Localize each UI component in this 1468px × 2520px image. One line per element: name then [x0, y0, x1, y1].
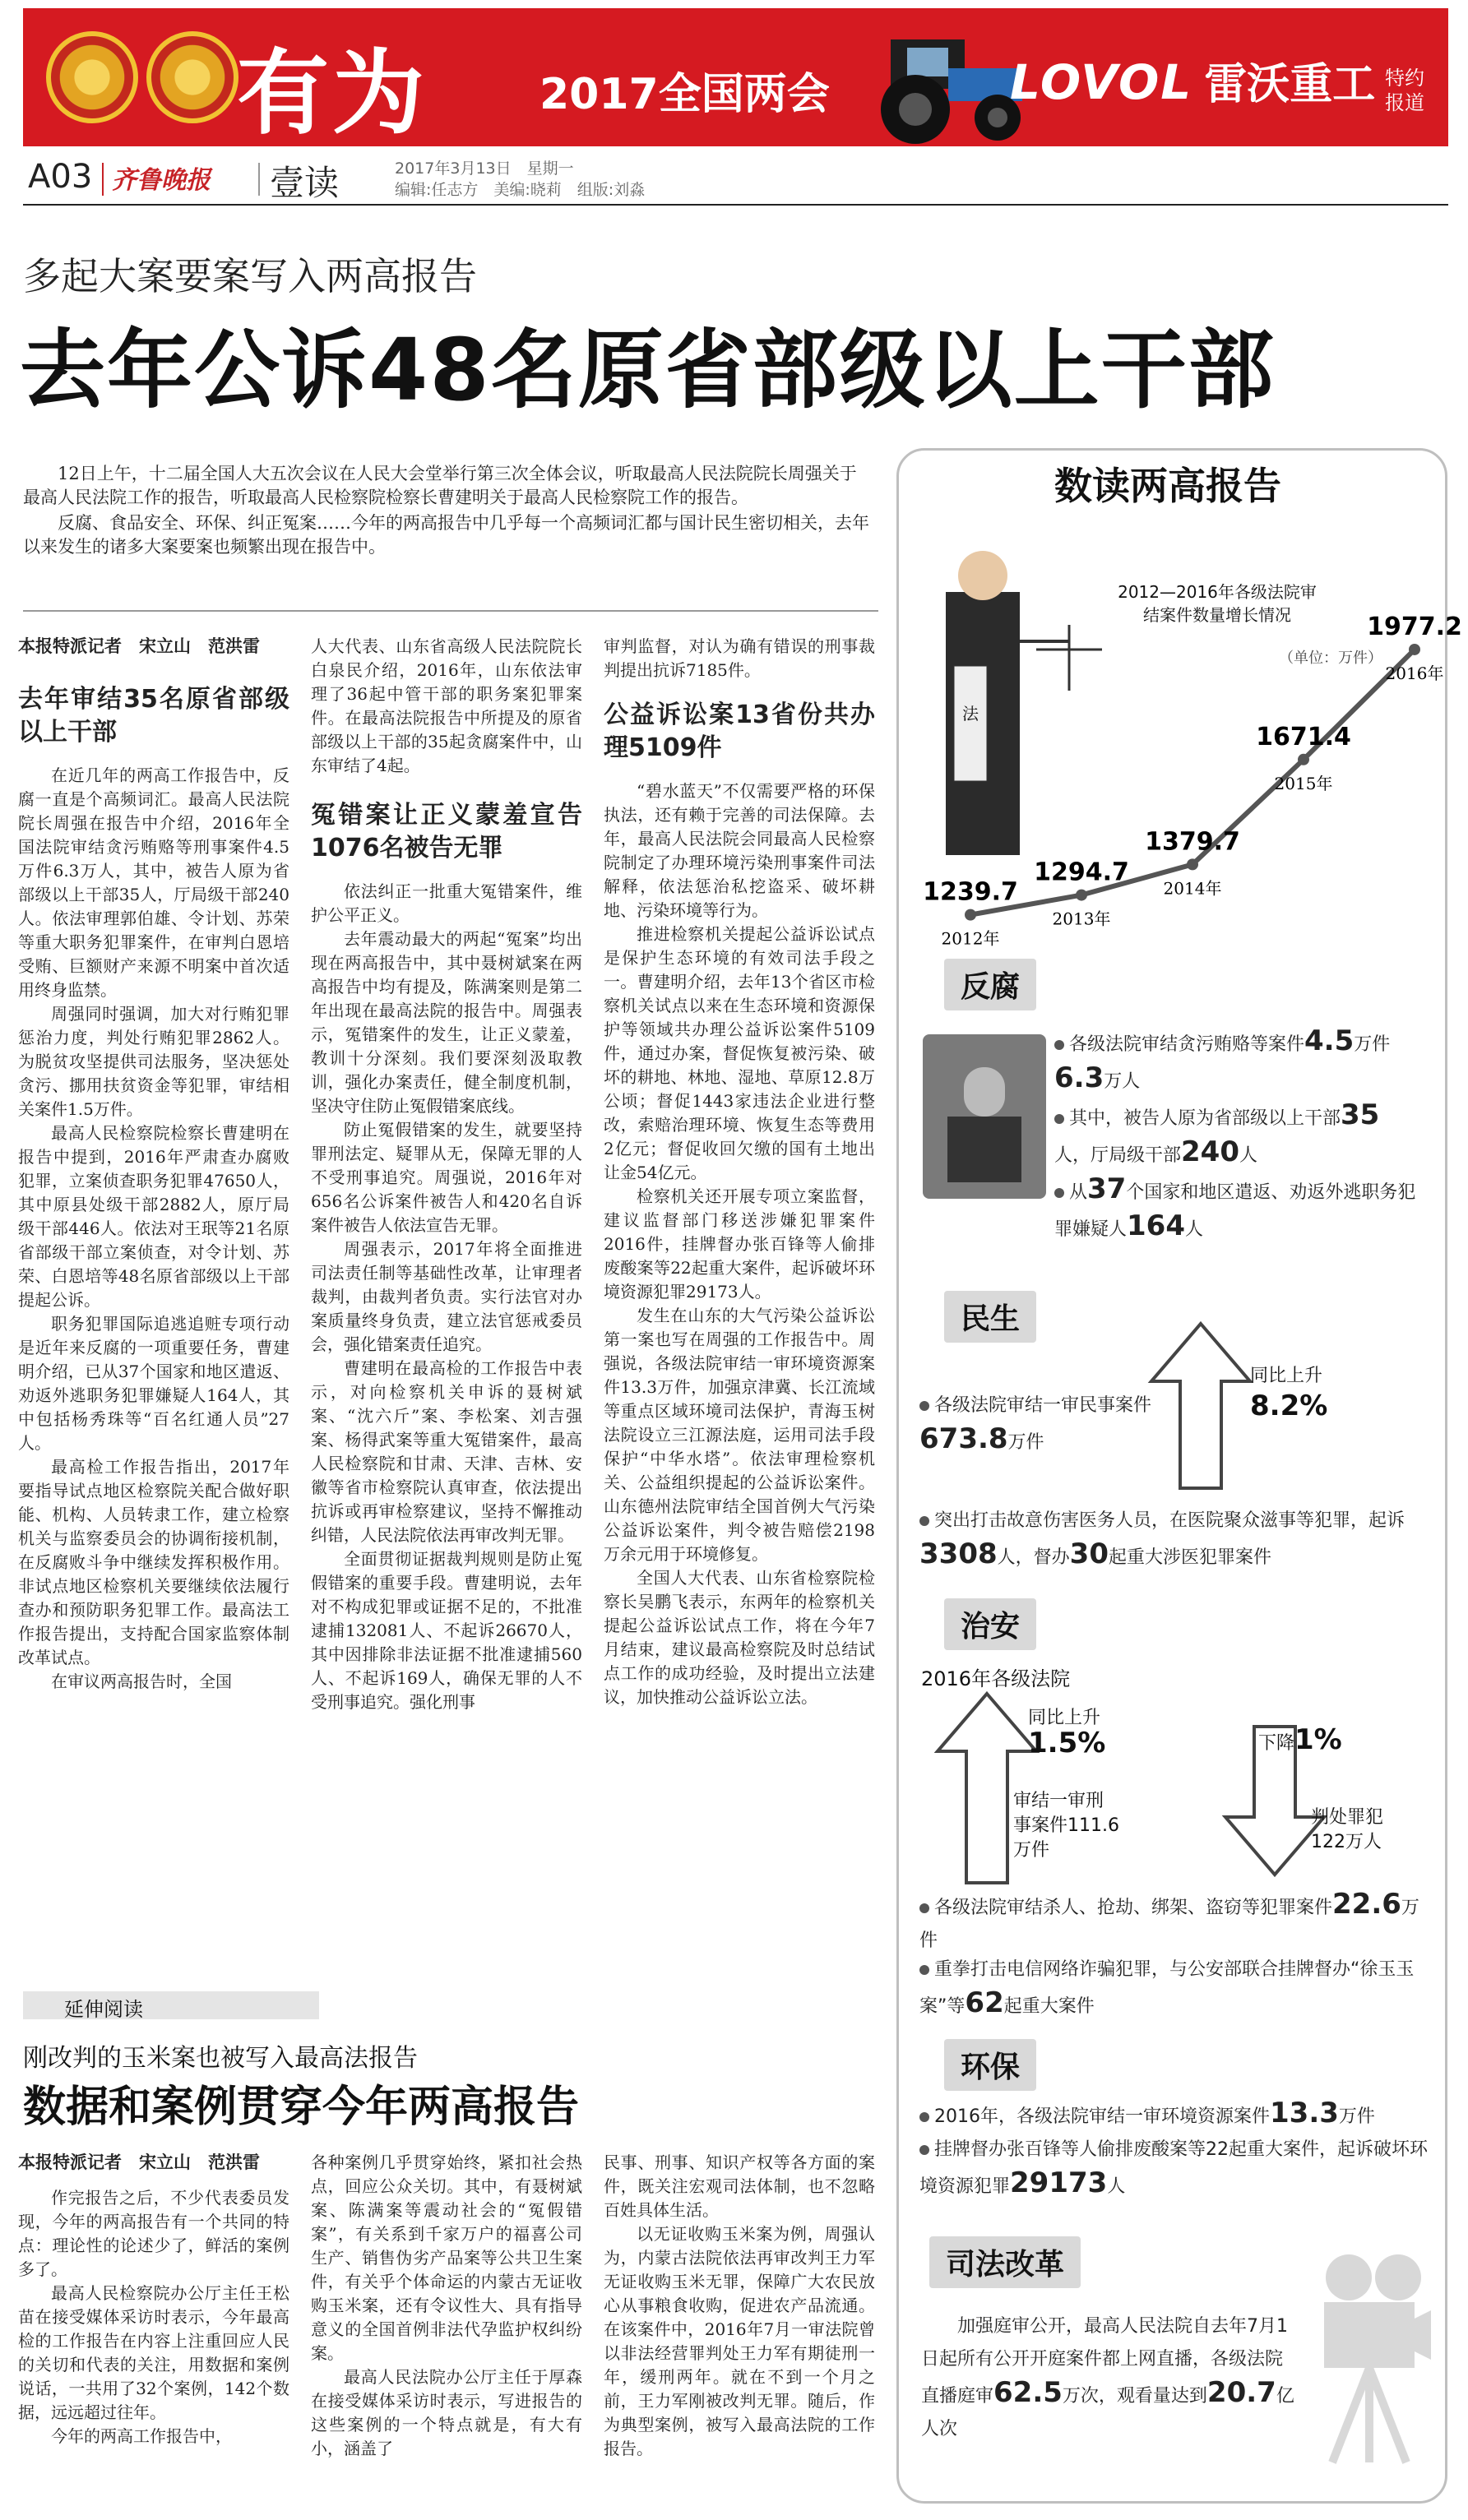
stat-text: 起重大案件	[1003, 1996, 1095, 2017]
lead-text: 12日上午，十二届全国人大五次会议在人民大会堂举行第三次全体会议，听取最高人民法院院长周强关于最高人民法院工作的报告，听取最高人民检察院检察长曹建明关于最高人民检察院工作的报告。	[23, 464, 857, 507]
tractor-icon	[858, 23, 1030, 146]
chart-unit: （单位：万件）	[1279, 650, 1382, 667]
stat-text: 人，督办	[997, 1547, 1070, 1568]
chart-point	[1298, 754, 1309, 765]
stat-number: 6.3	[1054, 1061, 1104, 1094]
subhead: 冤错案让正义蒙羞宣告1076名被告无罪	[311, 801, 582, 862]
sidebar-title: 数读两高报告	[1012, 456, 1324, 514]
paragraph: 周强同时强调，加大对行贿犯罪惩治力度，判处行贿犯罪2862人。为脱贫攻坚提供司法服务，坚决惩处贪污、挪用扶贫资金等犯罪，审结相关案件1.5万件。	[18, 1004, 289, 1119]
kicker: 多起大案要案写入两高报告	[23, 254, 477, 298]
chart-point	[1187, 858, 1198, 870]
related-column-3	[604, 2151, 875, 2461]
related-reading-tag: 延伸阅读	[23, 1991, 319, 2019]
stat-text: 万件	[1007, 1432, 1044, 1453]
paragraph: 全国人大代表、山东省检察院检察长吴鹏飞表示，东两年的检察机关提起公益诉讼试点工作，将在今年7月结束，建议最高检察院及时总结试点工作的成功经验，及时提出立法建议，加快推动公益诉讼立法。	[604, 1568, 875, 1707]
chart-data-label: 1977.2	[1367, 612, 1462, 641]
up-label: 同比上升	[1028, 1708, 1101, 1728]
column-name: 壹读	[270, 163, 340, 203]
related-title: 数据和案例贯穿今年两高报告	[23, 2083, 580, 2132]
stat-text: 各级法院审结一审民事案件	[934, 1395, 1152, 1416]
cppcc-emblem-icon	[146, 31, 238, 123]
subhead: 公益诉讼案13省份共办理5109件	[604, 701, 875, 762]
criminal-cases-caption: 审结一审刑事案件111.6万件	[1013, 1791, 1119, 1861]
growth-label: 同比上升	[1250, 1366, 1323, 1386]
stat-text: 起重大涉医犯罪案件	[1108, 1547, 1271, 1568]
related-column-1	[18, 2151, 289, 2448]
page-number: A03	[28, 158, 93, 196]
stat-text: 从	[1069, 1182, 1088, 1203]
stat-number: 29173	[1010, 2166, 1108, 2199]
paragraph: 以无证收购玉米案为例，周强认为，内蒙古法院依法再审改判王力军无证收购玉米无罪，保障广大农民放心从事粮食收购，促进农产品流通。在该案件中，2016年7月一审法院曾以非法经营罪判处王力军有期徒刑一年，缓刑两年。就在不到一个月之前，王力军刚被改判无罪。随后，作为典型案例，被写入最高法院的工作报告。	[604, 2224, 875, 2458]
stat-number: 20.7	[1206, 2376, 1276, 2409]
section-label-judicial-reform: 司法改革	[929, 2236, 1081, 2288]
stat-number: 35	[1341, 1098, 1380, 1131]
article-column-1	[18, 635, 289, 1694]
up-arrow-icon	[1151, 1324, 1250, 1488]
judicial-reform-text	[921, 2310, 1299, 2446]
chart-tick-label: 2014年	[1163, 878, 1222, 899]
stat-text: 万件	[1354, 1034, 1391, 1055]
stat-number: 22.6	[1332, 1888, 1401, 1921]
paragraph: 审判监督，对认为确有错误的刑事裁判提出抗诉7185件。	[604, 636, 875, 680]
stat-text: 各级法院审结杀人、抢劫、绑架、盗窃等犯罪案件	[934, 1898, 1333, 1918]
article-column-2	[311, 635, 582, 1714]
convicts-caption: 判处罪犯122万人	[1311, 1807, 1384, 1852]
down-label	[1258, 1723, 1342, 1756]
paragraph: 发生在山东的大气污染公益诉讼第一案也写在周强的工作报告中。周强说，各级法院审结一审环境资源案件13.3万件，加强京津冀、长江流域等重点区域环境司法保护，青海玉树法院设立三江源法庭，运用司法手段保护“中华水塔”。依法审理检察机关、公益组织提起的公益诉讼案件。山东德州法院审结全国首例大气污染公益诉讼案件，判令被告赔偿2198万余元用于环境修复。	[604, 1306, 875, 1564]
stat-number: 240	[1181, 1135, 1239, 1168]
header-meta	[395, 158, 645, 201]
stat-text: 其中，被告人原为省部级以上干部	[1069, 1108, 1341, 1129]
stat-number: 3308	[919, 1537, 998, 1570]
security-year-label: 2016年各级法院	[921, 1667, 1071, 1690]
chart-data-label: 1294.7	[1034, 858, 1129, 887]
header-divider	[102, 163, 104, 196]
paragraph: 检察机关还开展专项立案监督，建议监督部门移送涉嫌犯罪案件2016件，挂牌督办张百锋等人偷排废酸案等22起重大案件，起诉破坏环境资源犯罪29173人。	[604, 1186, 875, 1302]
sponsor-note: 特约报道	[1385, 67, 1424, 114]
paragraph: 周强表示，2017年将全面推进司法责任制等基础性改革，让审理者裁判，由裁判者负责。实行法官对办案质量终身负责，建立法官惩戒委员会，强化错案责任追究。	[311, 1239, 582, 1354]
stat-text: 重拳打击电信网络诈骗犯罪，与公安部联合挂牌督办“徐玉玉案”等	[919, 1959, 1415, 2017]
paper-name: 齐鲁晚报	[112, 166, 211, 195]
paragraph: 民事、刑事、知识产权等各方面的案件，既关注宏观司法体制，也不忽略百姓具体生活。	[604, 2152, 875, 2220]
paragraph: 作完报告之后，不少代表委员发现，今年的两高报告有一个共同的特点：理论性的论述少了，鲜活的案例多了。	[18, 2188, 289, 2279]
chart-point	[1409, 644, 1420, 655]
stat-text: 各级法院审结贪污贿赂等案件	[1069, 1034, 1305, 1055]
chart-tick-label: 2012年	[941, 928, 1000, 949]
sponsor-name-en: LOVOL	[1010, 54, 1193, 110]
anticorruption-stats	[1054, 1024, 1433, 1246]
stat-text: 突出打击故意伤害医务人员，在医院聚众滋事等犯罪，起诉	[934, 1510, 1405, 1531]
growth-value: 8.2%	[1250, 1389, 1328, 1422]
stat-text: 加强庭审公开，最高人民法院自去年7月1日起所有公开开庭案件都上网直播，各级法院直播庭审	[921, 2316, 1288, 2407]
stat-number: 13.3	[1270, 2097, 1339, 2129]
paragraph: 全面贯彻证据裁判规则是防止冤假错案的重要手段。曹建明说，去年对不构成犯罪或证据不足的，不批准逮捕132081人、不起诉26670人，其中因排除非法证据不批准逮捕560人、不起诉169人，确保无罪的人不受刑事追究。强化刑事	[311, 1549, 582, 1712]
stat-text: 人	[1107, 2176, 1126, 2197]
down-value: 1%	[1294, 1723, 1342, 1756]
paragraph: 依法纠正一批重大冤错案件，维护公平正义。	[311, 881, 582, 925]
paragraph: 最高人民检察院检察长曹建明在报告中提到，2016年严肃查办腐败犯罪，立案侦查职务犯罪47650人，其中原县处级干部2882人，原厅局级干部446人。依法对王珉等21名原省部级干部立案侦查，对令计划、苏荣、白恩培等48名原省部级以上干部提起公诉。	[18, 1123, 289, 1310]
chart-title: 2012—2016年各级法院审结案件数量增长情况	[1118, 582, 1317, 625]
staff-credits: 编辑:任志方 美编:晓莉 组版:刘淼	[395, 181, 646, 199]
stat-text: 人	[1185, 1219, 1204, 1240]
stat-text: 亿人次	[921, 2386, 1294, 2439]
stat-number: 30	[1069, 1537, 1109, 1570]
paragraph: “碧水蓝天”不仅需要严格的环保执法，还有赖于完善的司法保障。去年，最高人民法院会同最高人民检察院制定了办理环境污染刑事案件司法解释，依法惩治私挖盗采、破坏耕地、污染环境等行为。	[604, 781, 875, 920]
paragraph: 防止冤假错案的发生，就要坚持罪刑法定、疑罪从无，保障无罪的人不受刑事追究。周强说，2016年对656名公诉案件被告人和420名自诉案件被告人依法宣告无罪。	[311, 1120, 582, 1235]
svg-text:法: 法	[962, 704, 979, 724]
paragraph: 最高人民检察院办公厅主任王松苗在接受媒体采访时表示，今年最高检的工作报告在内容上注重回应人民的关切和代表的关注，用数据和案例说话，一共用了32个案例，142个数据，远远超过往年。	[18, 2283, 289, 2422]
chart-tick-label: 2015年	[1274, 773, 1333, 793]
judge-figure-icon	[946, 551, 1102, 855]
paragraph: 在近几年的两高工作报告中，反腐一直是个高频词汇。最高人民法院院长周强在报告中介绍，2016年全国法院审结贪污贿赂等刑事案件4.5万件6.3万人，其中，被告人原为省部级以上干部35人，厅局级干部240人。依法审理郭伯雄、令计划、苏荣等重大职务犯罪案件，在审判白恩培受贿、巨额财产来源不明案中首次适用终身监禁。	[18, 765, 289, 1000]
stat-number: 62	[965, 1986, 1004, 2019]
portrait-body	[947, 1117, 1021, 1182]
stat-text: 人	[1239, 1145, 1258, 1166]
page-title: 去年公诉48名原省部级以上干部	[20, 320, 1276, 420]
stat-text: 万人	[1104, 1071, 1141, 1092]
related-column-2	[311, 2151, 582, 2461]
environment-stats	[919, 2097, 1429, 2203]
paragraph: 职务犯罪国际追逃追赃专项行动是近年来反腐的一项重要任务，曹建明介绍，已从37个国家和地区遣返、劝返外逃职务犯罪嫌疑人164人，其中包括杨秀珠等“百名红通人员”27人。	[18, 1314, 289, 1453]
lead-paragraph	[23, 462, 872, 561]
stat-number: 673.8	[919, 1422, 1008, 1455]
lead-rule	[23, 610, 878, 612]
chart-point	[1076, 890, 1087, 901]
portrait-head	[964, 1067, 1005, 1117]
stat-text: 人，厅局级干部	[1054, 1145, 1182, 1166]
paragraph: 今年的两高工作报告中，	[51, 2426, 232, 2446]
masthead-banner	[23, 8, 1448, 146]
paragraph: 在审议两高报告时，全国	[51, 1672, 232, 1691]
section-label-security: 治安	[944, 1598, 1036, 1650]
security-stat-1	[919, 1888, 1429, 1958]
stat-number: 164	[1127, 1209, 1185, 1242]
sponsor-logo	[1010, 49, 1375, 111]
section-label-livelihood: 民生	[944, 1291, 1036, 1343]
stat-number: 62.5	[993, 2376, 1063, 2409]
byline: 本报特派记者 宋立山 范洪雷	[18, 636, 260, 656]
subhead: 去年审结35名原省部级以上干部	[18, 685, 289, 747]
chart-data-label: 1239.7	[923, 877, 1018, 907]
film-camera-icon	[1308, 2253, 1431, 2467]
stat-text: 万次，观看量达到	[1062, 2386, 1207, 2407]
chart-tick-label: 2013年	[1052, 909, 1111, 929]
section-label-anticorruption: 反腐	[944, 959, 1036, 1010]
security-stat-2	[919, 1954, 1429, 2023]
chart-data-label: 1379.7	[1145, 827, 1240, 857]
stat-text: 个国家和地区遣返、劝返外逃职务犯罪嫌疑人	[1054, 1182, 1416, 1240]
issue-date: 2017年3月13日 星期一	[395, 160, 574, 178]
official-portrait-icon	[923, 1034, 1046, 1199]
related-kicker: 刚改判的玉米案也被写入最高法报告	[23, 2044, 418, 2073]
livelihood-stat-1	[919, 1389, 1166, 1459]
stat-number: 4.5	[1304, 1024, 1355, 1057]
stat-text: 万件	[1338, 2106, 1375, 2127]
paragraph: 最高检工作报告指出，2017年要指导试点地区检察院关配合做好职能、机构、人员转隶工作，建立检察机关与监察委员会的协调衔接机制，在反腐败斗争中继续发挥积极作用。非试点地区检察机关要继续依法履行查办和预防职务犯罪工作。最高法工作报告提出，支持配合国家监察体制改革试点。	[18, 1457, 289, 1667]
stat-text: 挂牌督办张百锋等人偷排废酸案等22起重大案件，起诉破坏环境资源犯罪	[919, 2139, 1428, 2197]
paragraph: 各种案例几乎贯穿始终，紧扣社会热点，回应公众关切。其中，有聂树斌案、陈满案等震动社会的“冤假错案”，有关系到千家万户的福喜公司生产、销售伪劣产品案等公共卫生案件，有关乎个体命运的内蒙古无证收购玉米案，还有令议性大、具有指导意义的全国首例非法代孕监护权纠纷案。	[311, 2152, 582, 2363]
article-column-3	[604, 635, 875, 1709]
page-header	[23, 156, 1448, 206]
stat-text: 万件	[919, 1898, 1419, 1951]
sponsor-name-cn: 雷沃重工	[1204, 60, 1376, 109]
national-emblem-icon	[46, 31, 138, 123]
livelihood-stat-2	[919, 1505, 1429, 1574]
paragraph: 曹建明在最高检的工作报告中表示，对向检察机关申诉的聂树斌案、“沈六斤”案、李松案、刘吉强案、杨得武案等重大冤错案件，最高人民检察院和甘肃、天津、吉林、安徽等省市检察院认真审查，依法提出抗诉或再审检察建议，坚持不懈推动纠错，人民法院依法再审改判无罪。	[311, 1358, 582, 1545]
up-value: 1.5%	[1028, 1727, 1106, 1759]
byline: 本报特派记者 宋立山 范洪雷	[18, 2152, 260, 2172]
chart-tick-label: 2016年	[1385, 663, 1444, 683]
section-label-environment: 环保	[944, 2039, 1036, 2091]
paragraph: 人大代表、山东省高级人民法院院长白泉民介绍，2016年，山东依法审理了36起中管干部的职务案犯罪案件。在最高法院报告中所提及的原省部级以上干部的35起贪腐案件中，山东审结了4起。	[311, 636, 582, 775]
chart-point	[965, 909, 976, 921]
stat-number: 37	[1087, 1172, 1127, 1205]
paragraph: 推进检察机关提起公益诉讼试点是保护生态环境的有效司法手段之一。曹建明介绍，去年13个省区市检察机关试点以来在生态环境和资源保护等领域共办理公益诉讼案件5109件，通过办案，督促恢复被污染、破坏的耕地、林地、湿地、草原12.8万公顷；督促1443家违法企业进行整改，索赔治理环境、恢复生态等费用2亿元；督促收回欠缴的国有土地出让金54亿元。	[604, 924, 875, 1182]
down-label-text: 下降	[1258, 1733, 1295, 1754]
stat-text: 2016年，各级法院审结一审环境资源案件	[934, 2106, 1270, 2127]
paragraph: 最高人民法院办公厅主任于厚森在接受媒体采访时表示，写进报告的这些案例的一个特点就是，有大有小，涵盖了	[311, 2367, 582, 2458]
brand-calligraphy: 有为	[237, 39, 428, 147]
paragraph: 去年震动最大的两起“冤案”均出现在两高报告中，其中聂树斌案在两高报告中均有提及，陈满案则是第二年出现在最高法院的报告中。周强表示，冤错案件的发生，让正义蒙羞，教训十分深刻。我们要深刻汲取教训，强化办案责任，健全制度机制，坚决守住防止冤假错案底线。	[311, 929, 582, 1116]
banner-event-title: 2017全国两会	[540, 70, 830, 119]
chart-data-label: 1671.4	[1256, 722, 1351, 751]
header-divider	[258, 163, 260, 196]
lead-text: 反腐、食品安全、环保、纠正冤案……今年的两高报告中几乎每一个高频词汇都与国计民生密切相关，去年以来发生的诸多大案要案也频繁出现在报告中。	[23, 513, 869, 557]
